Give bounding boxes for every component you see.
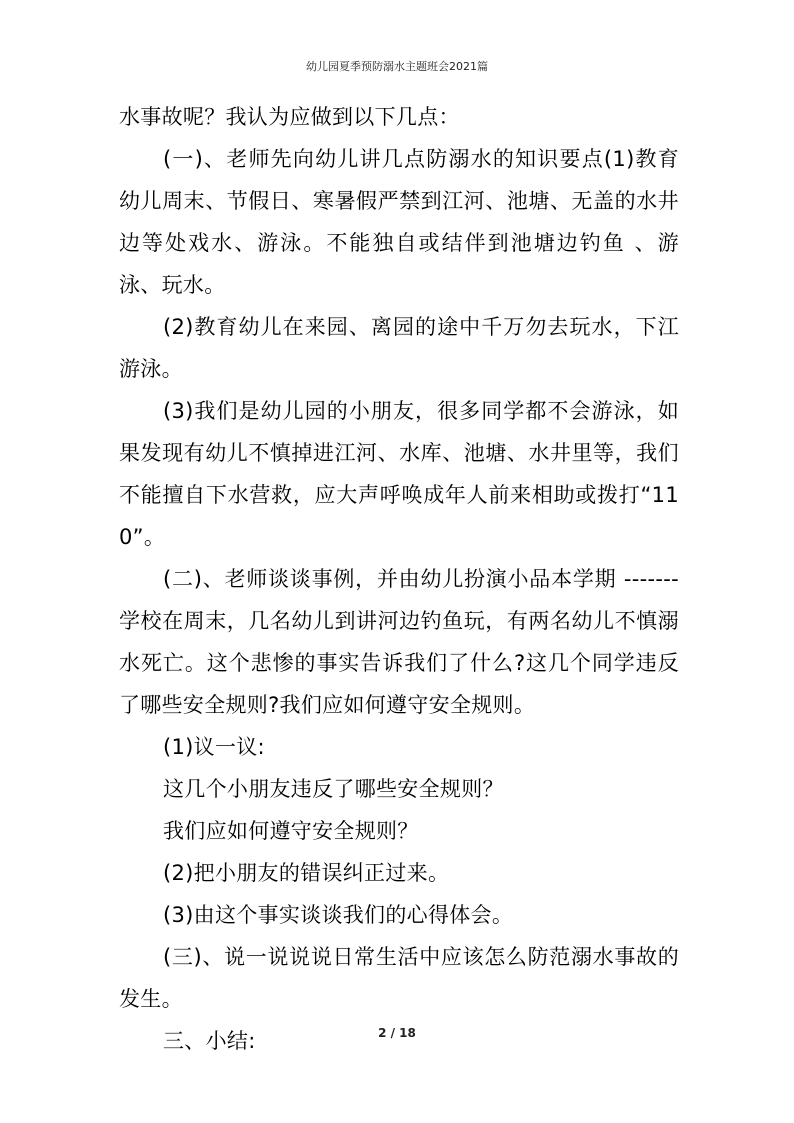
- paragraph: (2)把小朋友的错误纠正过来。: [163, 861, 450, 885]
- page-header: 幼儿园夏季预防溺水主题班会2021篇: [306, 60, 488, 73]
- paragraph: (2)教育幼儿在来园、离园的途中千万勿去玩水，下江游泳。: [119, 315, 679, 381]
- paragraph: (3)由这个事实谈谈我们的心得体会。: [163, 903, 514, 927]
- paragraph: (一)、老师先向幼儿讲几点防溺水的知识要点(1)教育幼儿周末、节假日、寒暑假严禁到江河、池塘、无盖的水井边等处戏水、游泳。不能独自或结伴到池塘边钓鱼 、游泳、玩水。: [119, 147, 679, 297]
- paragraph: (1)议一议:: [163, 735, 265, 759]
- paragraph: 水事故呢？我认为应做到以下几点：: [119, 105, 460, 129]
- page-number: 2 / 18: [378, 1026, 416, 1040]
- paragraph: 这几个小朋友违反了哪些安全规则？: [163, 777, 504, 801]
- paragraph: (二)、老师谈谈事例，并由幼儿扮演小品本学期 -------学校在周末，几名幼儿到讲河边钓鱼玩，有两名幼儿不慎溺水死亡。这个悲惨的事实告诉我们了什么?这几个同学违反了哪些安全规则?我们应如何遵守安全规则。: [119, 567, 679, 717]
- document-body: [119, 96, 679, 1062]
- paragraph: (三)、说一说说说日常生活中应该怎么防范溺水事故的发生。: [119, 945, 679, 1011]
- paragraph: (3)我们是幼儿园的小朋友，很多同学都不会游泳，如果发现有幼儿不慎掉进江河、水库、池塘、水井里等，我们不能擅自下水营救，应大声呼唤成年人前来相助或拨打“110”。: [119, 399, 679, 549]
- paragraph: 我们应如何遵守安全规则？: [163, 819, 419, 843]
- paragraph: 三、小结:: [163, 1029, 256, 1053]
